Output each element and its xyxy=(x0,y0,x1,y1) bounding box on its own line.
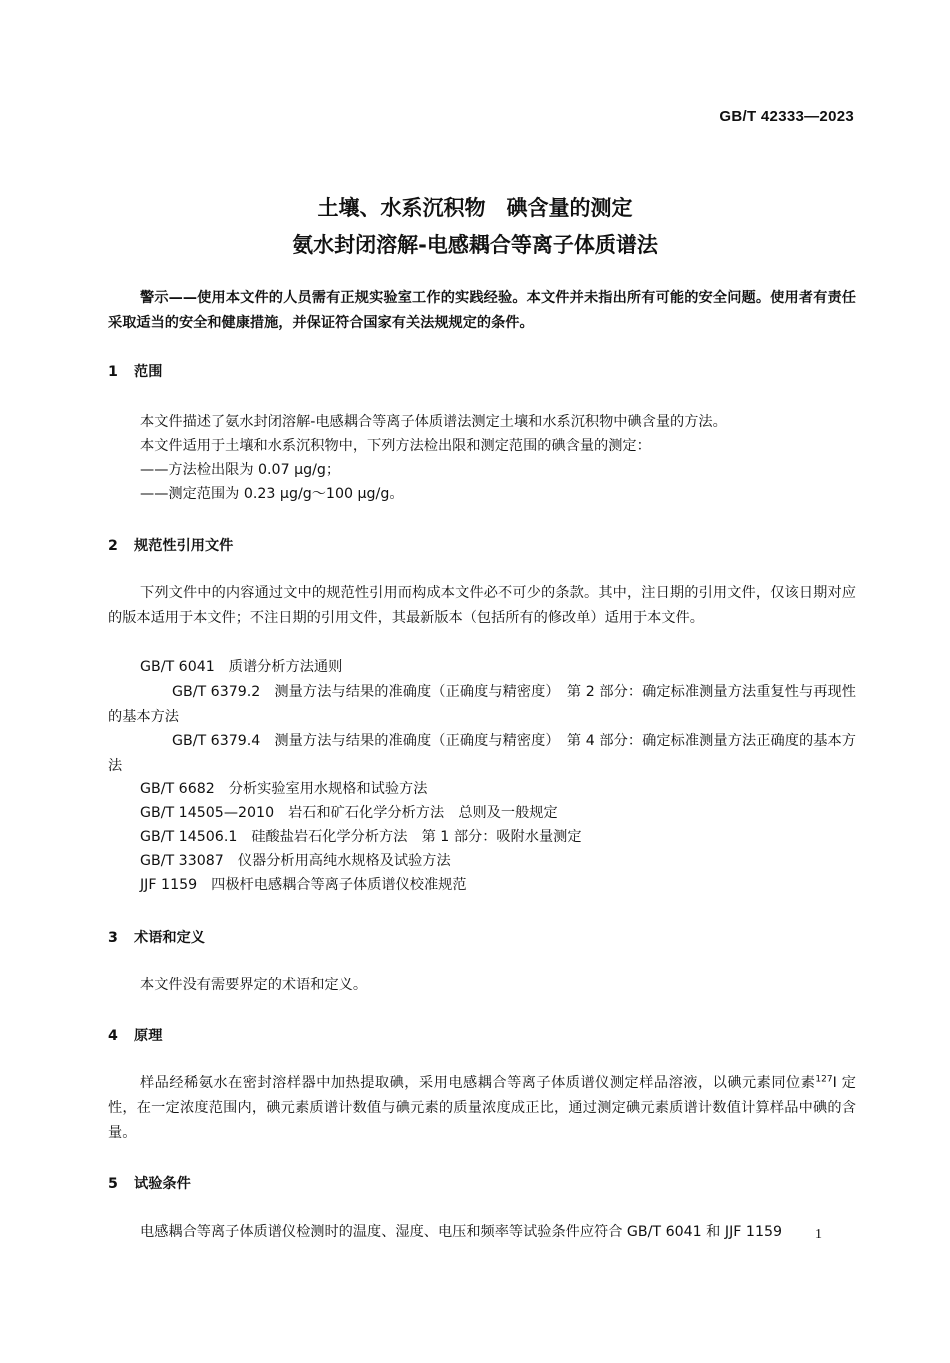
scope-paragraph-1: 本文件描述了氨水封闭溶解-电感耦合等离子体质谱法测定土壤和水系沉积物中碘含量的方法。 xyxy=(140,414,727,430)
reference-title: 仪器分析用高纯水规格及试验方法 xyxy=(237,853,451,869)
reference-item xyxy=(140,777,427,802)
reference-item xyxy=(108,729,856,779)
reference-item xyxy=(140,849,451,874)
isotope-mass-number: 127 xyxy=(815,1074,833,1085)
section-heading-1 xyxy=(108,361,162,381)
reference-title: 测量方法与结果的准确度（正确度与精密度） 第 2 部分：确定标准测量方法重复性与再现性的基本方法 xyxy=(108,684,856,725)
scope-list-item-1: ——方法检出限为 0.07 μg/g； xyxy=(140,462,341,478)
test-conditions-paragraph: 电感耦合等离子体质谱仪检测时的温度、湿度、电压和频率等试验条件应符合 GB/T 6041 和 JJF 1159 xyxy=(140,1224,783,1240)
reference-item xyxy=(108,680,856,730)
section-heading-2 xyxy=(108,535,233,555)
reference-item xyxy=(140,873,467,898)
section-title: 试验条件 xyxy=(134,1176,191,1192)
section-title: 术语和定义 xyxy=(134,930,205,946)
reference-title: 质谱分析方法通则 xyxy=(228,659,343,675)
principle-paragraph xyxy=(108,1071,856,1146)
scope-list-item-2: ——测定范围为 0.23 μg/g～100 μg/g。 xyxy=(140,486,404,502)
reference-code: GB/T 14506.1 xyxy=(140,829,238,845)
section-number: 2 xyxy=(108,538,118,554)
reference-code: GB/T 6682 xyxy=(140,781,215,797)
section-heading-5 xyxy=(108,1173,191,1193)
section-number: 1 xyxy=(108,364,118,380)
section-number: 5 xyxy=(108,1176,118,1192)
section-title: 规范性引用文件 xyxy=(134,538,234,554)
section-number: 3 xyxy=(108,930,118,946)
reference-item xyxy=(140,825,582,850)
terms-paragraph: 本文件没有需要界定的术语和定义。 xyxy=(140,977,368,993)
reference-code: GB/T 6379.4 xyxy=(172,733,261,749)
page-number: 1 xyxy=(815,1227,822,1242)
references-intro: 下列文件中的内容通过文中的规范性引用而构成本文件必不可少的条款。其中，注日期的引用文件，仅该日期对应的版本适用于本文件；不注日期的引用文件，其最新版本（包括所有的修改单）适用于本文件。 xyxy=(108,585,856,626)
reference-title: 分析实验室用水规格和试验方法 xyxy=(228,781,428,797)
safety-warning: 警示——使用本文件的人员需有正规实验室工作的实践经验。本文件并未指出所有可能的安全问题。使用者有责任采取适当的安全和健康措施，并保证符合国家有关法规规定的条件。 xyxy=(108,290,856,331)
reference-item xyxy=(140,655,342,680)
scope-paragraph-2: 本文件适用于土壤和水系沉积物中，下列方法检出限和测定范围的碘含量的测定： xyxy=(140,438,651,454)
section-number: 4 xyxy=(108,1028,118,1044)
reference-code: GB/T 33087 xyxy=(140,853,224,869)
reference-item xyxy=(140,801,558,826)
standard-number: GB/T 42333—2023 xyxy=(719,108,854,125)
section-title: 范围 xyxy=(134,364,163,380)
reference-title: 硅酸盐岩石化学分析方法 第 1 部分：吸附水量测定 xyxy=(251,829,582,845)
reference-code: GB/T 6379.2 xyxy=(172,684,261,700)
reference-title: 测量方法与结果的准确度（正确度与精密度） 第 4 部分：确定标准测量方法正确度的基本方法 xyxy=(108,733,856,774)
document-title-line-2: 氨水封闭溶解-电感耦合等离子体质谱法 xyxy=(292,233,658,257)
section-heading-3 xyxy=(108,927,205,947)
reference-code: JJF 1159 xyxy=(140,877,198,893)
section-title: 原理 xyxy=(134,1028,163,1044)
reference-code: GB/T 14505—2010 xyxy=(140,805,275,821)
section-heading-4 xyxy=(108,1025,162,1045)
reference-code: GB/T 6041 xyxy=(140,659,215,675)
principle-text-part-2: I 定性，在一定浓度范围内，碘元素质谱计数值与碘元素的质量浓度成正比，通过测定碘元素质谱计数值计算样品中碘的含量。 xyxy=(108,1075,856,1141)
document-title-line-1: 土壤、水系沉积物 碘含量的测定 xyxy=(317,196,633,220)
principle-text-part-1: 样品经稀氨水在密封溶样器中加热提取碘，采用电感耦合等离子体质谱仪测定样品溶液，以碘元素同位素 xyxy=(140,1075,816,1091)
reference-title: 岩石和矿石化学分析方法 总则及一般规定 xyxy=(288,805,558,821)
reference-title: 四极杆电感耦合等离子体质谱仪校准规范 xyxy=(211,877,467,893)
